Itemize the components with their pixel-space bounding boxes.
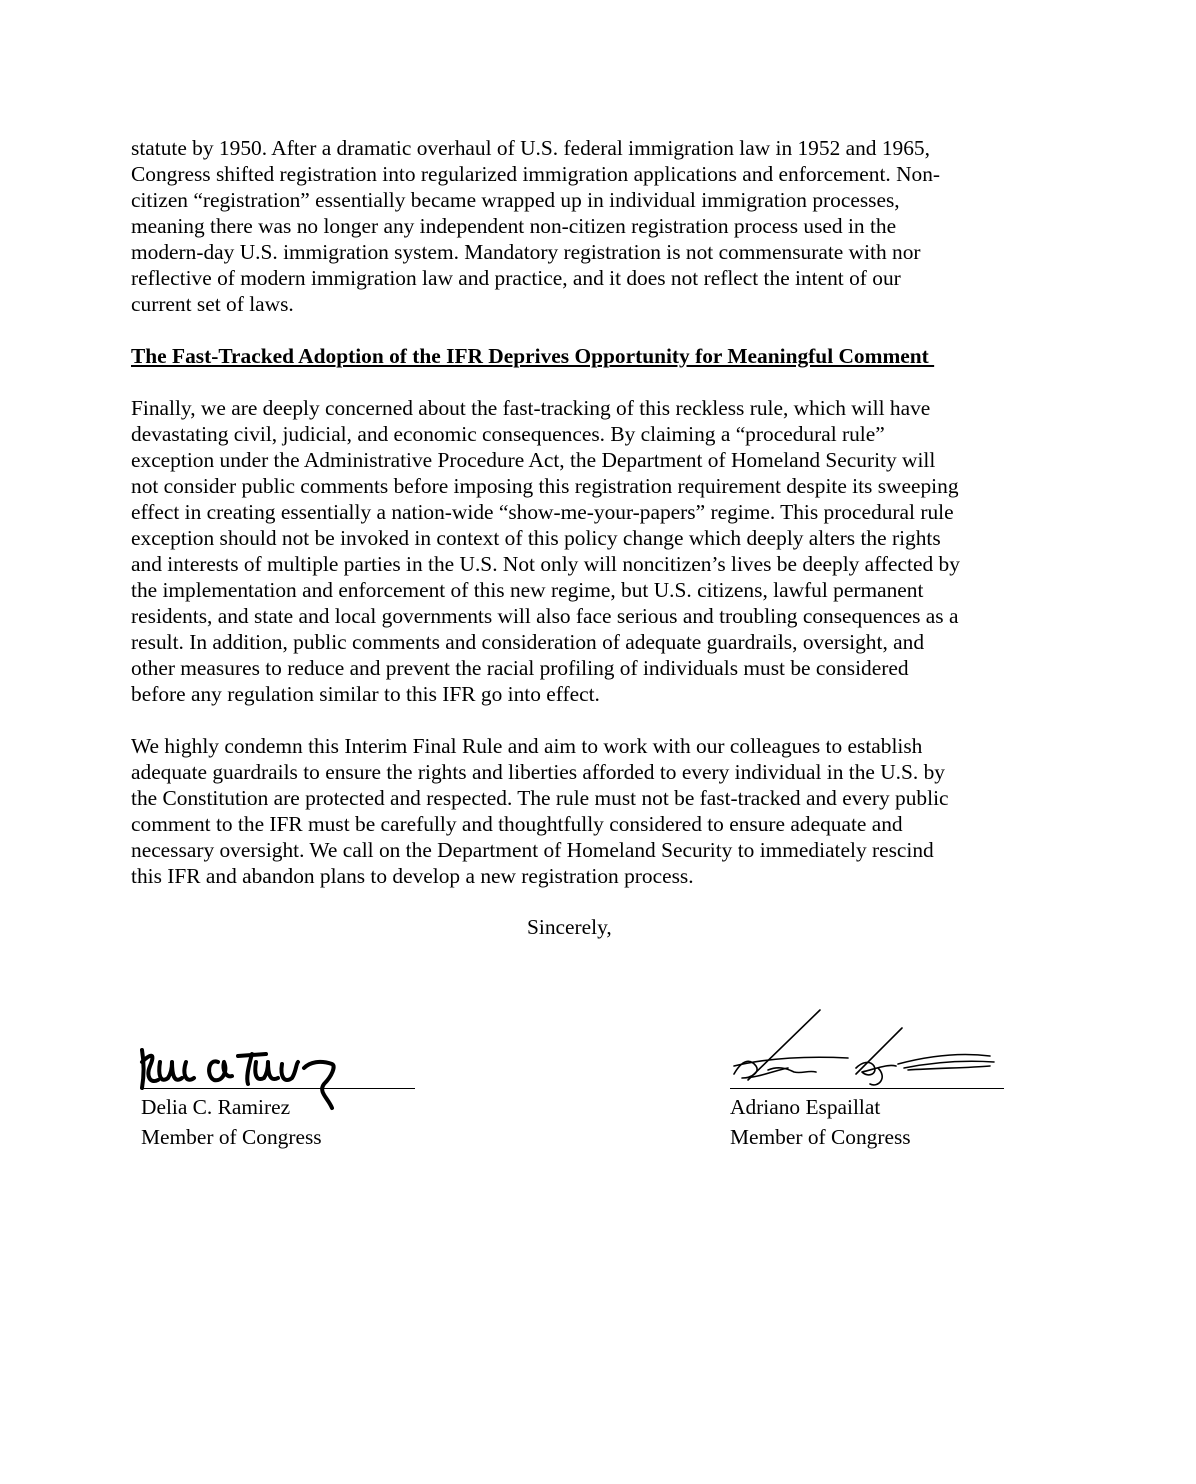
text-line: result. In addition, public comments and consideration of adequate guardrails, oversight, and xyxy=(131,630,925,654)
text-line: meaning there was no longer any independent non-citizen registration process used in the xyxy=(131,214,897,238)
signatory-title: Member of Congress xyxy=(730,1125,911,1149)
text-line: adequate guardrails to ensure the rights and liberties afforded to every individual in the U.S. by xyxy=(131,760,946,784)
letter-body xyxy=(131,135,1031,889)
text-line: exception should not be invoked in context of this policy change which deeply alters the rights xyxy=(131,526,941,550)
signatory-block-left xyxy=(141,1092,322,1152)
text-line: reflective of modern immigration law and practice, and it does not reflect the intent of our xyxy=(131,266,901,290)
text-line: Finally, we are deeply concerned about the fast-tracking of this reckless rule, which will have xyxy=(131,396,931,420)
text-line: and interests of multiple parties in the U.S. Not only will noncitizen’s lives be deeply affected by xyxy=(131,552,960,576)
section-heading: The Fast-Tracked Adoption of the IFR Deprives Opportunity for Meaningful Comment xyxy=(131,344,935,368)
signatory-name: Adriano Espaillat xyxy=(730,1095,881,1119)
closing-salutation: Sincerely, xyxy=(527,915,612,939)
signatory-name: Delia C. Ramirez xyxy=(141,1095,291,1119)
text-line: Congress shifted registration into regularized immigration applications and enforcement. Non- xyxy=(131,162,941,186)
text-line: comment to the IFR must be carefully and thoughtfully considered to ensure adequate and xyxy=(131,812,903,836)
signature-adriano-espaillat xyxy=(728,1008,998,1088)
text-line: necessary oversight. We call on the Department of Homeland Security to immediately rescind xyxy=(131,838,934,862)
signatory-block-right xyxy=(730,1092,911,1152)
text-line: the implementation and enforcement of this new regime, but U.S. citizens, lawful permanent xyxy=(131,578,924,602)
text-line: devastating civil, judicial, and economic consequences. By claiming a “procedural rule” xyxy=(131,422,885,446)
text-line: other measures to reduce and prevent the racial profiling of individuals must be considered xyxy=(131,656,909,680)
paragraph-conclusion xyxy=(131,733,1031,889)
signature-line-right xyxy=(730,1088,1004,1089)
text-line: this IFR and abandon plans to develop a new registration process. xyxy=(131,864,694,888)
text-line: not consider public comments before imposing this registration requirement despite its sweeping xyxy=(131,474,959,498)
signatory-title: Member of Congress xyxy=(141,1125,322,1149)
text-line: current set of laws. xyxy=(131,292,294,316)
text-line: effect in creating essentially a nation-wide “show-me-your-papers” regime. This procedural rule xyxy=(131,500,954,524)
text-line: We highly condemn this Interim Final Rule and aim to work with our colleagues to establish xyxy=(131,734,923,758)
signature-line-left xyxy=(141,1088,415,1089)
text-line: statute by 1950. After a dramatic overhaul of U.S. federal immigration law in 1952 and 1965, xyxy=(131,136,930,160)
text-line: before any regulation similar to this IFR go into effect. xyxy=(131,682,600,706)
paragraph-registration-history xyxy=(131,135,1031,317)
text-line: modern-day U.S. immigration system. Mandatory registration is not commensurate with nor xyxy=(131,240,921,264)
text-line: citizen “registration” essentially became wrapped up in individual immigration processes, xyxy=(131,188,900,212)
paragraph-fast-tracking xyxy=(131,395,1031,707)
text-line: the Constitution are protected and respected. The rule must not be fast-tracked and every public xyxy=(131,786,949,810)
text-line: residents, and state and local governments will also face serious and troubling consequences as a xyxy=(131,604,959,628)
text-line: exception under the Administrative Procedure Act, the Department of Homeland Security will xyxy=(131,448,936,472)
